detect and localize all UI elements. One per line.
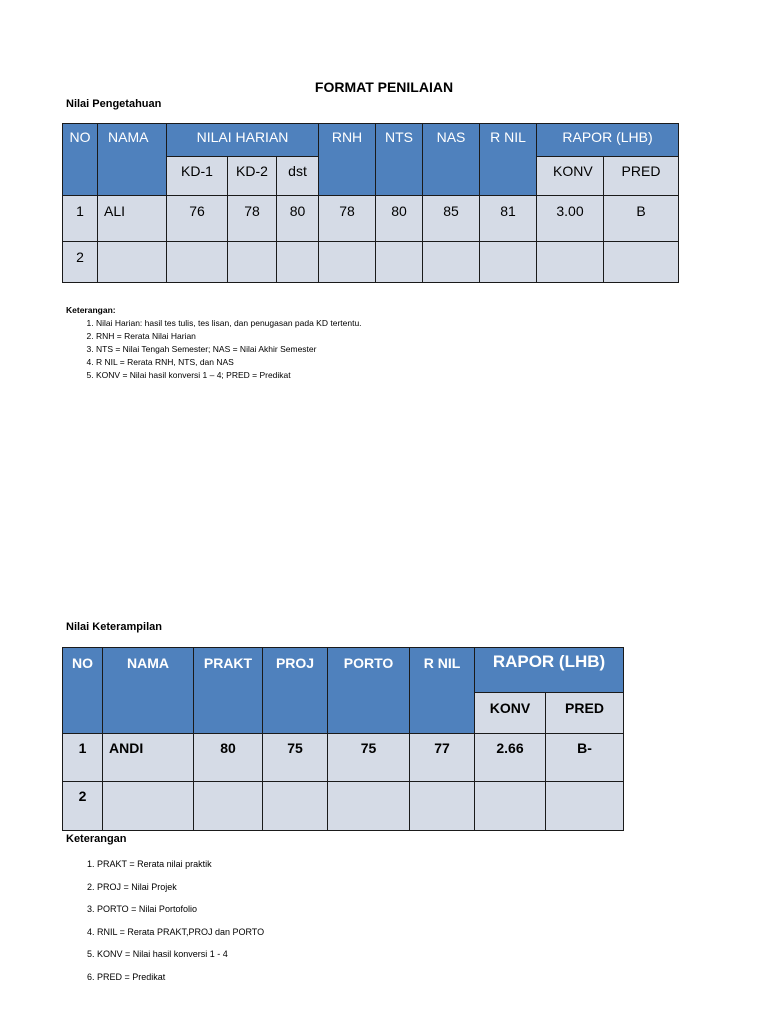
table-row [63,196,679,242]
knowledge-score-table [62,123,679,283]
cell-proj [263,782,328,831]
cell-kd2: 78 [228,196,277,242]
page-title: FORMAT PENILAIAN [314,79,454,95]
cell-no: 2 [63,782,103,831]
cell-nama [98,242,167,283]
header-nama: NAMA [103,648,194,734]
cell-no: 1 [63,196,98,242]
notes-title: Keterangan [66,833,127,845]
notes-keterampilan [66,833,264,993]
cell-porto: 75 [328,734,410,782]
notes-title: Keterangan: [66,305,116,315]
header-no: NO [63,124,98,196]
cell-pred [546,782,624,831]
note-item: 2. RNH = Rerata Nilai Harian [96,330,362,343]
cell-prakt: 80 [194,734,263,782]
subheader-pred: PRED [546,693,624,734]
note-item: 6. PRED = Predikat [97,971,264,994]
header-porto: PORTO [328,648,410,734]
cell-pred: B- [546,734,624,782]
section-label-pengetahuan: Nilai Pengetahuan [66,98,162,110]
cell-nama: ALI [98,196,167,242]
cell-konv [475,782,546,831]
header-rnil: R NIL [480,124,537,196]
header-rapor: RAPOR (LHB) [537,124,679,157]
header-nilai-harian: NILAI HARIAN [167,124,319,157]
cell-rnil [410,782,475,831]
note-item: 2. PROJ = Nilai Projek [97,881,264,904]
note-item: 3. PORTO = Nilai Portofolio [97,903,264,926]
header-rapor: RAPOR (LHB) [475,648,624,693]
note-item: 4. RNIL = Rerata PRAKT,PROJ dan PORTO [97,926,264,949]
cell-proj: 75 [263,734,328,782]
cell-rnil: 81 [480,196,537,242]
cell-pred [604,242,679,283]
table-row [63,242,679,283]
cell-konv [537,242,604,283]
header-nts: NTS [376,124,423,196]
note-item: 5. KONV = Nilai hasil konversi 1 - 4 [97,948,264,971]
cell-konv: 2.66 [475,734,546,782]
note-item: 3. NTS = Nilai Tengah Semester; NAS = Nilai Akhir Semester [96,343,362,356]
cell-dst: 80 [277,196,319,242]
cell-kd2 [228,242,277,283]
cell-nts [376,242,423,283]
cell-nas: 85 [423,196,480,242]
cell-no: 1 [63,734,103,782]
cell-rnh: 78 [319,196,376,242]
table-row [63,782,624,831]
cell-nts: 80 [376,196,423,242]
header-no: NO [63,648,103,734]
note-item: 1. PRAKT = Rerata nilai praktik [97,858,264,881]
cell-rnil [480,242,537,283]
header-proj: PROJ [263,648,328,734]
header-nas: NAS [423,124,480,196]
section-label-keterampilan: Nilai Keterampilan [66,621,162,633]
cell-prakt [194,782,263,831]
header-rnil: R NIL [410,648,475,734]
subheader-konv: KONV [475,693,546,734]
cell-pred: B [604,196,679,242]
subheader-pred: PRED [604,157,679,196]
header-rnh: RNH [319,124,376,196]
cell-kd1: 76 [167,196,228,242]
subheader-kd2: KD-2 [228,157,277,196]
cell-rnil: 77 [410,734,475,782]
subheader-kd1: KD-1 [167,157,228,196]
cell-no: 2 [63,242,98,283]
table-row [63,734,624,782]
cell-porto [328,782,410,831]
header-nama: NAMA [98,124,167,196]
subheader-konv: KONV [537,157,604,196]
skill-score-table [62,647,624,831]
header-prakt: PRAKT [194,648,263,734]
cell-konv: 3.00 [537,196,604,242]
cell-kd1 [167,242,228,283]
notes-pengetahuan [66,304,362,382]
note-item: 5. KONV = Nilai hasil konversi 1 – 4; PRED = Predikat [96,369,362,382]
cell-nama: ANDI [103,734,194,782]
cell-nama [103,782,194,831]
note-item: 4. R NIL = Rerata RNH, NTS, dan NAS [96,356,362,369]
cell-rnh [319,242,376,283]
subheader-dst: dst [277,157,319,196]
cell-nas [423,242,480,283]
note-item: 1. Nilai Harian: hasil tes tulis, tes lisan, dan penugasan pada KD tertentu. [96,317,362,330]
cell-dst [277,242,319,283]
